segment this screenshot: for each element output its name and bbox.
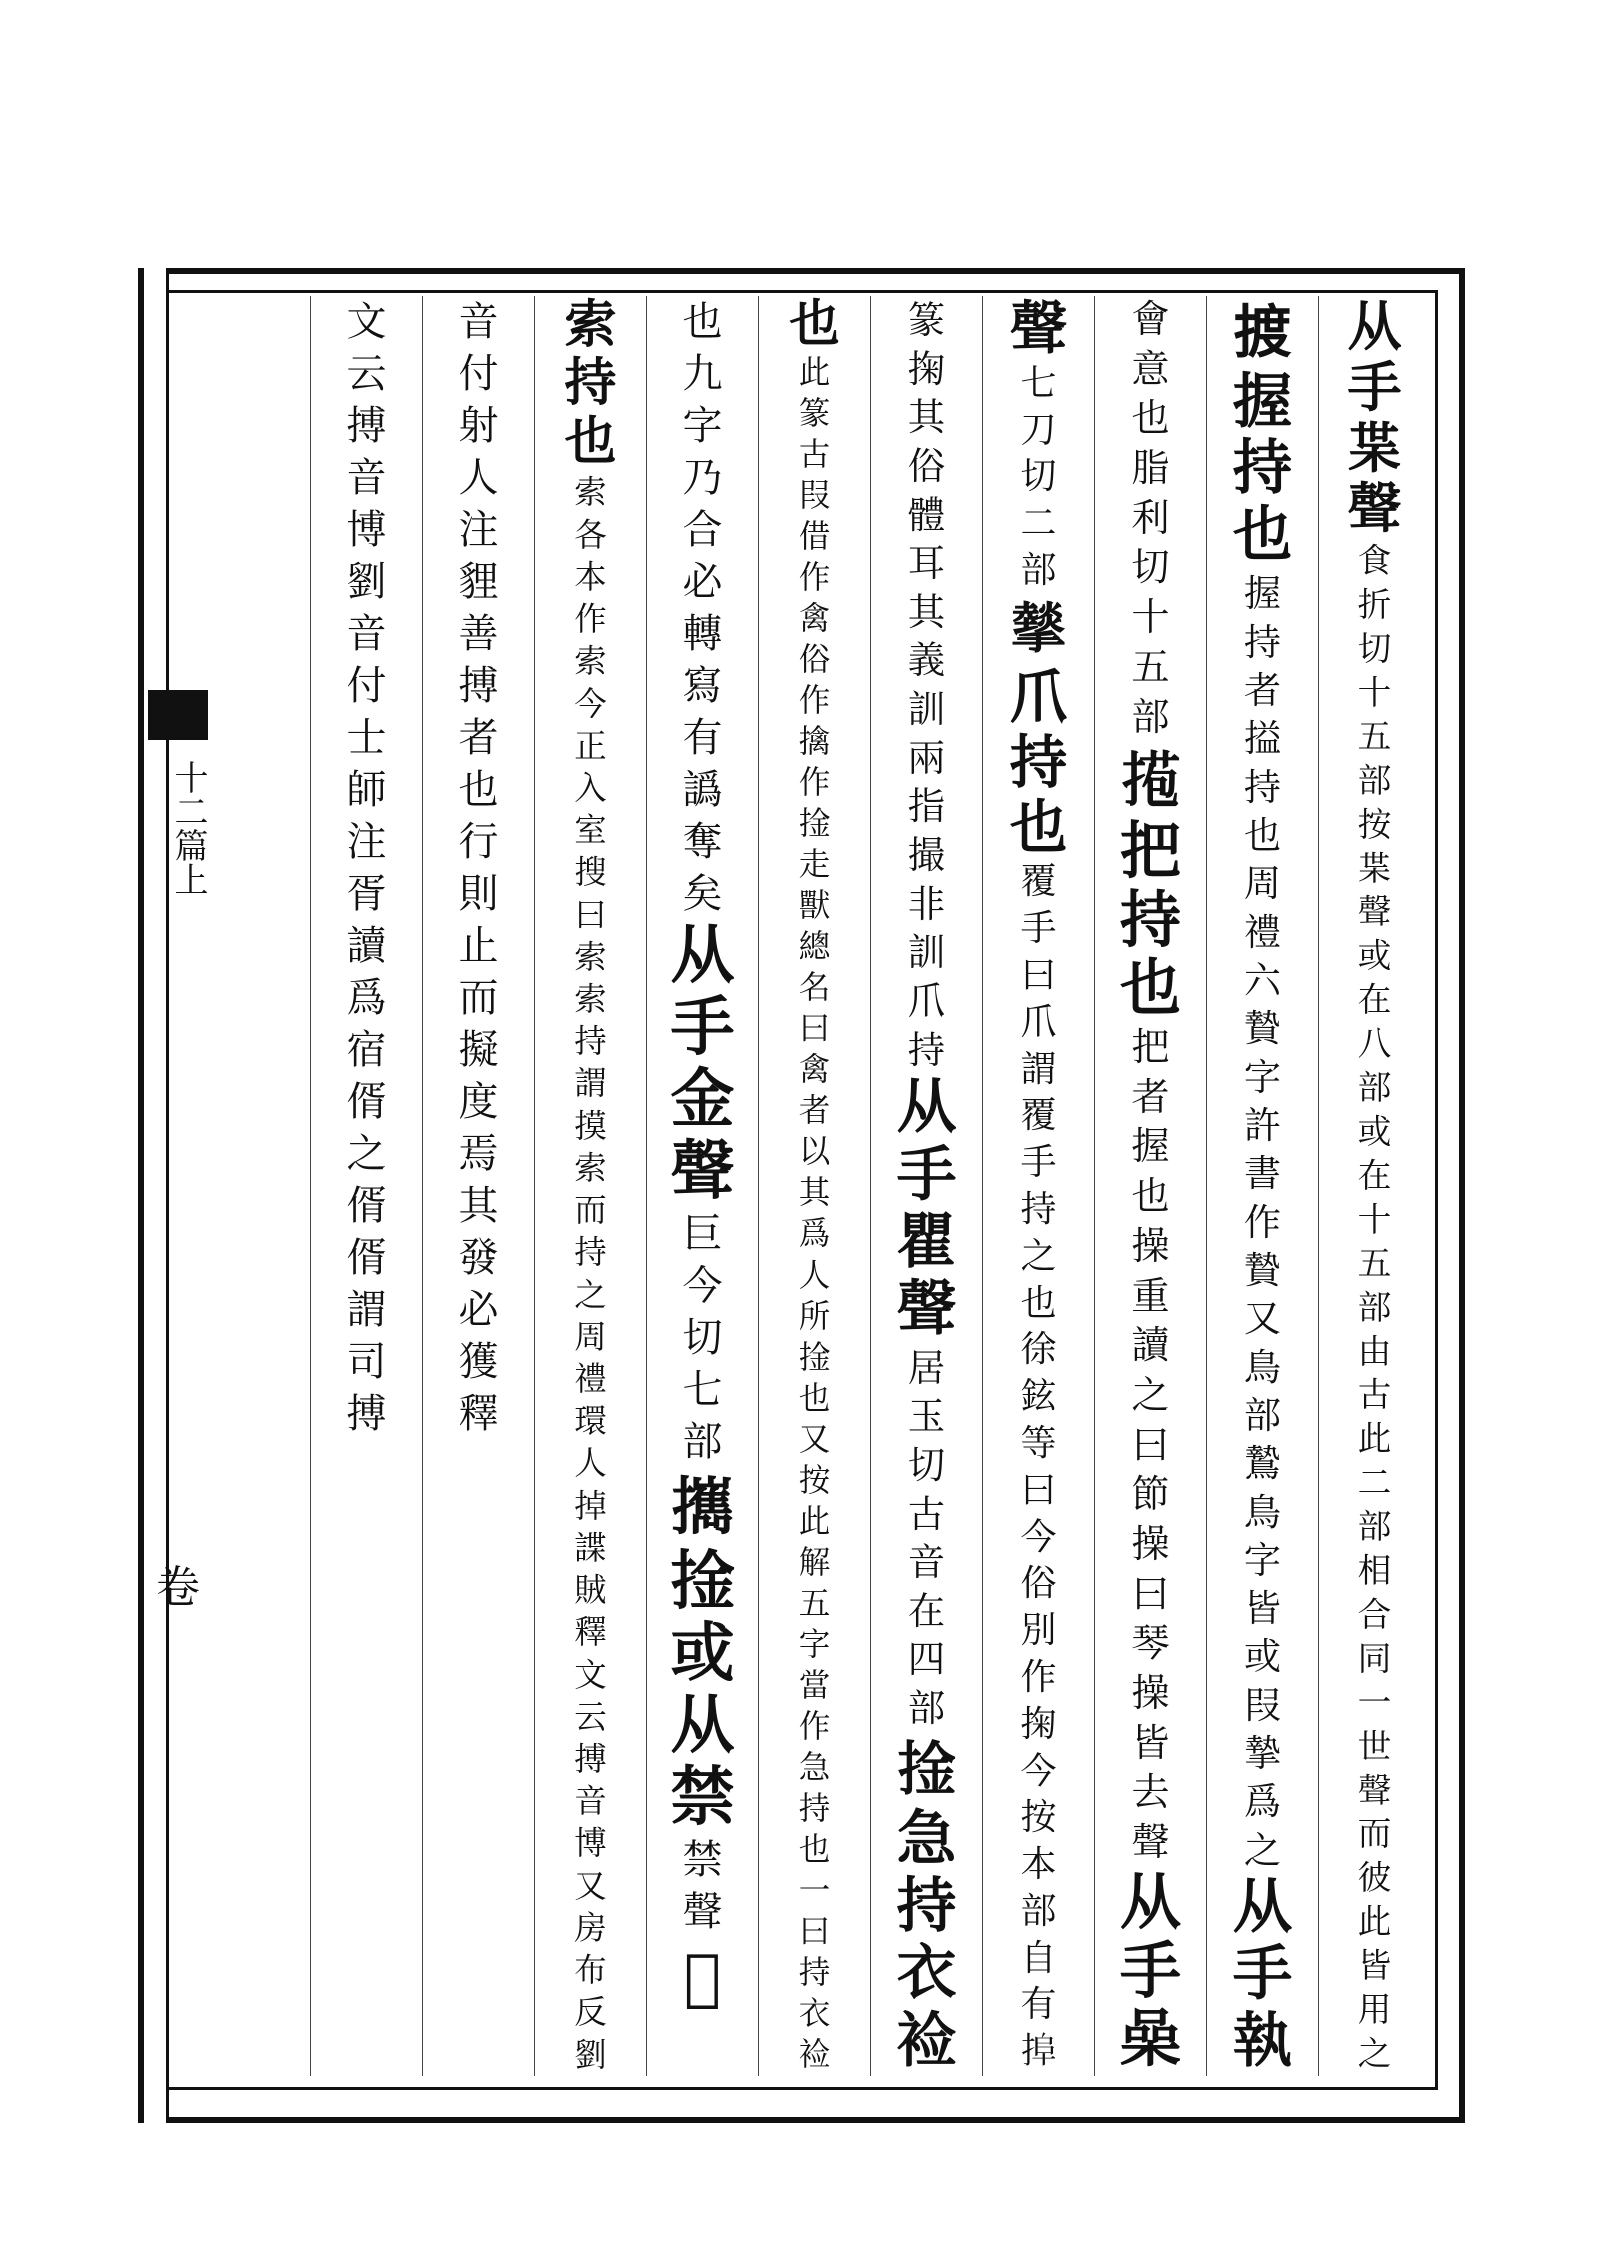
text-column-4: [982, 296, 1094, 2076]
main-text: 把持也: [1119, 815, 1182, 1025]
seal-character: 𢱋: [1233, 298, 1292, 366]
seal-character: 捦: [897, 1734, 956, 1803]
margin-gutter: [144, 268, 169, 2123]
commentary-text: 會意也脂利切十五部: [1131, 298, 1170, 740]
main-text: 捦或从禁: [670, 1544, 735, 1835]
commentary-text: 索各本作索今正入室搜曰索索持謂摸索而持之周禮環人掉諜賊釋文云搏音博又房布反劉: [574, 473, 607, 2074]
commentary-text: 也九字乃合必轉寫有譌奪矣: [682, 299, 723, 917]
text-column-7: [646, 296, 758, 2076]
commentary-text: 握持者搤持也周禮六贄字許書作贄又鳥部鷙鳥字皆或叚摯爲之: [1243, 571, 1282, 1872]
page-mark: 卷: [156, 1562, 200, 1613]
text-column-8: [534, 296, 646, 2076]
main-text: 从手喿: [1119, 1866, 1182, 2076]
volume-label: 十二篇上: [168, 760, 208, 896]
fishtail-mark: [148, 690, 208, 740]
seal-character: 𢷊: [683, 1940, 722, 2013]
main-text: 握持也: [1232, 366, 1293, 571]
text-column-6: [758, 296, 870, 2076]
main-text: 从手執: [1232, 1872, 1293, 2076]
commentary-text: 音付射人注貍善搏者也行則止而擬度焉其發必獲釋: [458, 299, 499, 1437]
main-text: 也: [789, 294, 840, 353]
commentary-text: 七刀切二部: [1020, 362, 1057, 591]
commentary-text: 居玉切古音在四部: [907, 1345, 946, 1731]
commentary-text: 覆手曰爪謂覆手持之也徐鉉等曰今俗別作掬今按本部自有𢮒: [1020, 861, 1057, 2073]
seal-character: 𢹂: [671, 1470, 734, 1543]
text-column-10: [310, 296, 422, 2076]
main-text: 从手枼聲: [1347, 294, 1402, 541]
main-text: 索持也: [564, 294, 617, 472]
commentary-text: 文云搏音博劉音付士師注胥讀爲宿偦之偦偦謂司搏: [346, 299, 387, 1437]
seal-character: 𢯿: [1120, 745, 1181, 816]
main-text: 聲: [1009, 294, 1068, 362]
commentary-text: 篆掬其俗體耳其義訓兩指撮非訓爪持: [907, 298, 946, 1072]
commentary-text: 禁聲: [682, 1837, 723, 1935]
main-text: 急持衣裣: [896, 1803, 957, 2076]
commentary-text: 巨今切七部: [682, 1211, 723, 1465]
commentary-text: 把者握也操重讀之曰節操曰琴操皆去聲: [1131, 1026, 1170, 1866]
text-column-2: [1206, 296, 1318, 2076]
main-text: 爪持也: [1009, 662, 1068, 861]
text-column-9: [422, 296, 534, 2076]
text-column-1: [1318, 296, 1430, 2076]
commentary-text: 食折切十五部按枼聲或在八部或在十五部由古此二部相合同一世聲而彼此皆用之: [1357, 541, 1392, 2073]
seal-character: 𢸧: [1010, 596, 1067, 662]
main-text: 从手金聲: [670, 918, 735, 1209]
commentary-text: 此篆古叚借作禽俗作擒作捦走獸總名曰禽者以其爲人所捦也又按此解五字當作急持也一曰持衣裣: [798, 354, 831, 2074]
text-column-3: [1094, 296, 1206, 2076]
text-column-5: [870, 296, 982, 2076]
main-text: 从手瞿聲: [896, 1072, 957, 1345]
